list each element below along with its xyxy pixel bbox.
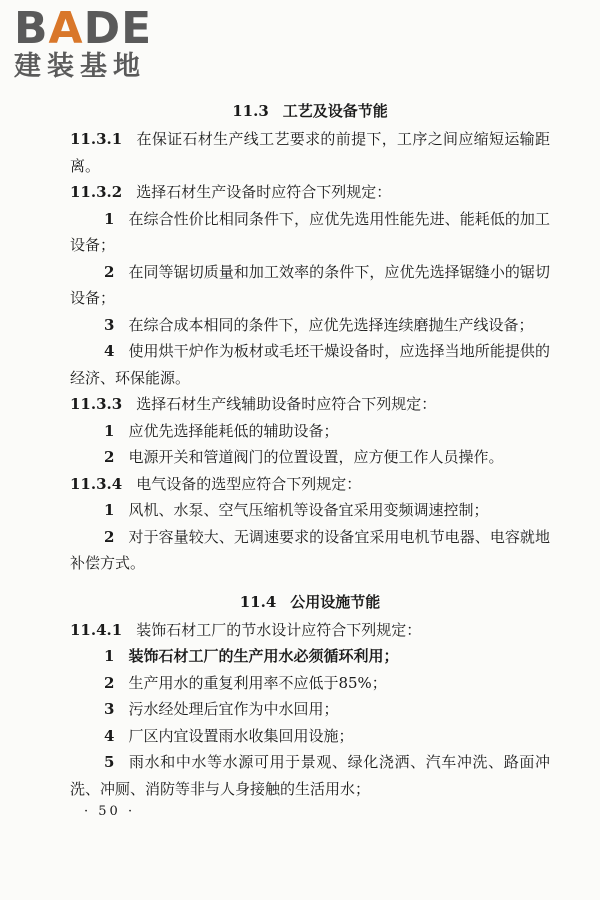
list-item: 4 使用烘干炉作为板材或毛坯干燥设备时，应选择当地所能提供的经济、环保能源。 xyxy=(70,342,550,387)
page-number: · 50 · xyxy=(84,804,136,819)
list-item: 2 生产用水的重复利用率不应低于85%； xyxy=(104,673,387,692)
list-item: 2 电源开关和管道阀门的位置设置，应方便工作人员操作。 xyxy=(104,448,504,466)
list-item: 3 污水经处理后宜作为中水回用； xyxy=(104,700,339,718)
list-item: 1 在综合性价比相同条件下，应优先选用性能先进、能耗低的加工设备； xyxy=(70,209,550,254)
list-item: 3 在综合成本相同的条件下，应优先选择连续磨抛生产线设备； xyxy=(104,315,534,334)
list-item: 5 雨水和中水等水源可用于景观、绿化浇洒、汽车冲洗、路面冲洗、冲厕、消防等非与人身接触的生活用水； xyxy=(70,753,550,798)
clause-11-4-1: 11.4.1 装饰石材工厂的节水设计应符合下列规定： xyxy=(70,620,422,639)
list-item: 2 对于容量较大、无调速要求的设备宜采用电机节电器、电容就地补偿方式。 xyxy=(70,527,550,572)
clause-11-3-3: 11.3.3 选择石材生产线辅助设备时应符合下列规定： xyxy=(70,395,437,413)
list-item: 1 应优先选择能耗低的辅助设备； xyxy=(104,421,339,440)
document-body xyxy=(70,96,550,802)
section-heading-11-3: 11.3 工艺及设备节能 xyxy=(232,102,388,120)
logo-subtitle: 建装基地 xyxy=(14,51,146,82)
list-item: 2 在同等锯切质量和加工效率的条件下，应优先选择锯缝小的锯切设备； xyxy=(70,262,550,307)
clause-11-3-2: 11.3.2 选择石材生产设备时应符合下列规定： xyxy=(70,183,392,201)
section-heading-11-4: 11.4 公用设施节能 xyxy=(239,592,381,611)
list-item: 1 风机、水泵、空气压缩机等设备宜采用变频调速控制； xyxy=(104,501,489,519)
logo-wordmark: BADE xyxy=(14,3,153,54)
clause-11-3-4: 11.3.4 电气设备的选型应符合下列规定： xyxy=(70,474,362,493)
clause-11-3-1: 11.3.1 在保证石材生产线工艺要求的前提下，工序之间应缩短运输距离。 xyxy=(70,130,550,175)
list-item: 1 装饰石材工厂的生产用水必须循环利用； xyxy=(104,647,399,665)
brand-logo xyxy=(14,3,184,82)
list-item: 4 厂区内宜设置雨水收集回用设施； xyxy=(104,726,354,745)
